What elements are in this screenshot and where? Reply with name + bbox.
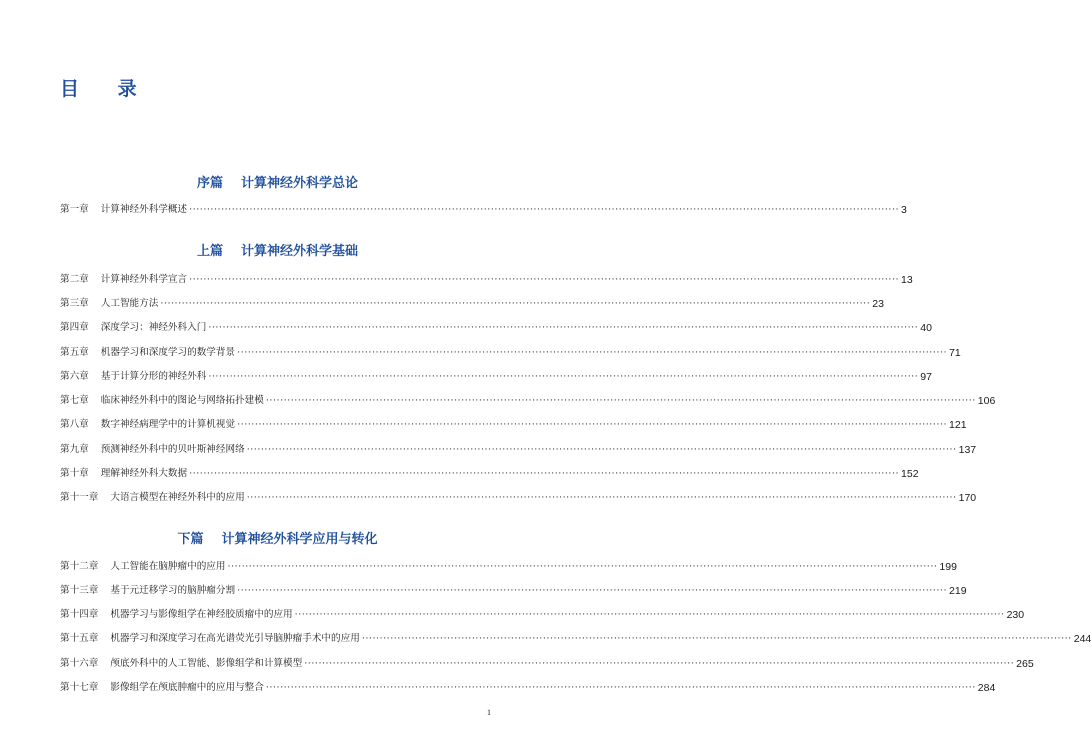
- page-ref: 284: [977, 682, 996, 694]
- part-label: 序篇: [196, 176, 223, 191]
- chapter-title: 机器学习与影像组学在神经胶质瘤中的应用: [110, 609, 293, 620]
- toc-entry[interactable]: [60, 583, 967, 599]
- dot-leader: ········································································································································································································: [160, 298, 871, 309]
- part-name: 计算神经外科学基础: [241, 244, 359, 259]
- chapter-title: 预测神经外科中的贝叶斯神经网络: [100, 444, 245, 455]
- chapter-number: 第十五章: [60, 633, 99, 644]
- dot-leader: ········································································································································································································: [208, 322, 919, 333]
- chapter-title: 计算神经外科学宣言: [100, 274, 188, 285]
- toc-entry[interactable]: [60, 442, 977, 458]
- chapter-number: 第十章: [60, 468, 89, 479]
- page-ref: 219: [949, 585, 967, 597]
- page-ref: 97: [920, 371, 932, 383]
- chapter-title: 计算神经外科学概述: [100, 204, 188, 215]
- dot-leader: ········································································································································································································: [246, 444, 957, 455]
- chapter-number: 第七章: [60, 395, 89, 406]
- dot-leader: ········································································································································································································: [265, 682, 976, 693]
- chapter-number: 第十六章: [60, 658, 99, 669]
- toc-entry[interactable]: [60, 369, 932, 385]
- toc-entry[interactable]: [60, 631, 1091, 647]
- toc-entry[interactable]: [60, 466, 919, 482]
- part-heading: [0, 240, 555, 259]
- toc-entry[interactable]: [60, 680, 996, 696]
- chapter-title: 临床神经外科中的图论与网络拓扑建模: [100, 395, 264, 406]
- page-ref: 265: [1016, 658, 1034, 670]
- page-ref: 3: [901, 204, 907, 216]
- chapter-number: 第三章: [60, 298, 89, 309]
- page-ref: 13: [901, 274, 913, 286]
- page-ref: 230: [1006, 609, 1025, 621]
- page-ref: 106: [977, 395, 996, 407]
- toc-entry[interactable]: [60, 417, 967, 433]
- page-ref: 40: [920, 322, 932, 334]
- dot-leader: ········································································································································································································: [246, 492, 957, 503]
- page-title: 目 录: [60, 78, 153, 100]
- toc-entry[interactable]: [60, 272, 913, 288]
- page-ref: 23: [872, 298, 884, 310]
- chapter-number: 第十三章: [60, 585, 99, 596]
- chapter-title: 机器学习和深度学习在高光谱荧光引导脑肿瘤手术中的应用: [110, 633, 360, 644]
- part-label: 上篇: [196, 244, 223, 259]
- part-name: 计算神经外科学总论: [241, 176, 359, 191]
- chapter-number: 第十七章: [60, 682, 99, 693]
- page-ref: 152: [901, 468, 919, 480]
- toc-entry[interactable]: [60, 393, 996, 409]
- chapter-number: 第四章: [60, 322, 89, 333]
- toc-entry[interactable]: [60, 320, 932, 336]
- chapter-number: 第十一章: [60, 492, 99, 503]
- dot-leader: ········································································································································································································: [237, 419, 948, 430]
- toc-entry[interactable]: [60, 202, 907, 218]
- page-ref: 137: [958, 444, 977, 456]
- dot-leader: ········································································································································································································: [265, 395, 976, 406]
- part-label: 下篇: [177, 532, 204, 547]
- chapter-title: 深度学习：神经外科入门: [100, 322, 207, 333]
- chapter-number: 第十四章: [60, 609, 99, 620]
- toc-entry[interactable]: [60, 607, 1025, 623]
- part-heading: [0, 528, 555, 547]
- page-ref: 199: [939, 561, 957, 573]
- part-heading: [0, 172, 555, 191]
- page-number: 1: [487, 708, 491, 717]
- dot-leader: ········································································································································································································: [237, 585, 948, 596]
- dot-leader: ········································································································································································································: [208, 371, 919, 382]
- page-ref: 170: [958, 492, 977, 504]
- toc-entry[interactable]: [60, 656, 1034, 672]
- chapter-title: 影像组学在颅底肿瘤中的应用与整合: [110, 682, 264, 693]
- chapter-title: 机器学习和深度学习的数学背景: [100, 347, 236, 358]
- chapter-number: 第五章: [60, 347, 89, 358]
- toc-entry[interactable]: [60, 559, 957, 575]
- chapter-number: 第二章: [60, 274, 89, 285]
- dot-leader: ········································································································································································································: [361, 633, 1072, 644]
- chapter-title: 大语言模型在神经外科中的应用: [110, 492, 245, 503]
- chapter-title: 基于计算分形的神经外科: [100, 371, 207, 382]
- dot-leader: ········································································································································································································: [189, 274, 900, 285]
- page-ref: 121: [949, 419, 967, 431]
- chapter-number: 第六章: [60, 371, 89, 382]
- chapter-title: 颅底外科中的人工智能、影像组学和计算模型: [110, 658, 303, 669]
- part-name: 计算神经外科学应用与转化: [221, 532, 378, 547]
- dot-leader: ········································································································································································································: [189, 468, 900, 479]
- chapter-number: 第八章: [60, 419, 89, 430]
- chapter-number: 第十二章: [60, 561, 99, 572]
- dot-leader: ········································································································································································································: [237, 347, 948, 358]
- toc-entry[interactable]: [60, 345, 961, 361]
- toc-entry[interactable]: [60, 296, 884, 312]
- chapter-title: 人工智能方法: [100, 298, 159, 309]
- chapter-title: 理解神经外科大数据: [100, 468, 188, 479]
- dot-leader: ········································································································································································································: [227, 561, 938, 572]
- chapter-number: 第九章: [60, 444, 89, 455]
- chapter-title: 基于元迁移学习的脑肿瘤分割: [110, 585, 236, 596]
- chapter-title: 人工智能在脑肿瘤中的应用: [110, 561, 226, 572]
- dot-leader: ········································································································································································································: [294, 609, 1005, 620]
- chapter-title: 数字神经病理学中的计算机视觉: [100, 419, 236, 430]
- chapter-number: 第一章: [60, 204, 89, 215]
- dot-leader: ········································································································································································································: [189, 204, 900, 215]
- page-ref: 71: [949, 347, 961, 359]
- page-ref: 244: [1073, 633, 1091, 645]
- dot-leader: ········································································································································································································: [304, 658, 1015, 669]
- toc-entry[interactable]: [60, 490, 977, 506]
